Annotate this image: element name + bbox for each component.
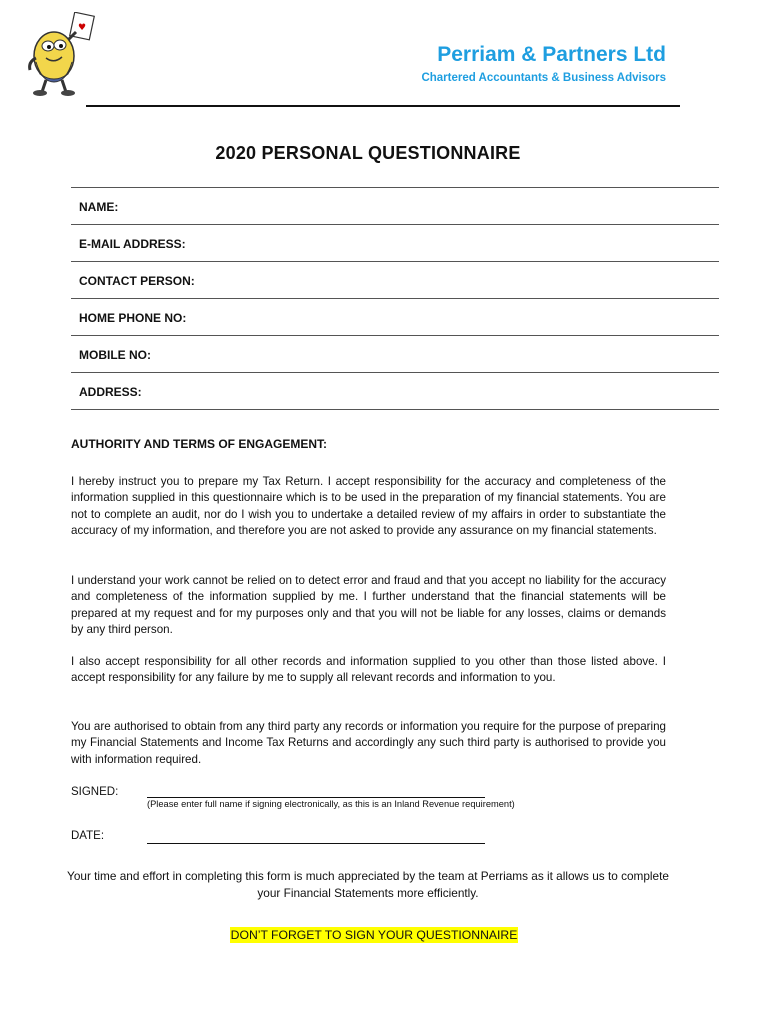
name-field-label: NAME: — [79, 200, 119, 214]
company-name: Perriam & Partners Ltd — [437, 43, 666, 66]
signature-line[interactable] — [147, 797, 485, 798]
email-field[interactable] — [71, 224, 719, 261]
svg-text:♥: ♥ — [78, 23, 87, 33]
address-field-label: ADDRESS: — [79, 385, 142, 399]
contact-person-field[interactable] — [71, 261, 719, 298]
header-divider — [86, 105, 680, 107]
name-field[interactable] — [71, 187, 719, 224]
authority-paragraph: I also accept responsibility for all other records and information supplied to you other than those listed above. I accept responsibility for any failure by me to supply all relevant records and information to you. — [71, 655, 666, 685]
sign-reminder-text: DON’T FORGET TO SIGN YOUR QUESTIONNAIRE — [230, 928, 518, 942]
contact-person-field-label: CONTACT PERSON: — [79, 274, 195, 288]
authority-paragraph: I hereby instruct you to prepare my Tax Return. I accept responsibility for the accuracy and completeness of the information supplied in this questionnaire which is to be used in the preparation of my financial statements. You are not to complete an audit, nor do I wish you to undertake a detailed review of my affairs in order to substantiate the accuracy of my information, and therefore you are not asked to provide any assurance on my financial statements. — [71, 475, 666, 538]
page-title: 2020 PERSONAL QUESTIONNAIRE — [215, 143, 521, 163]
company-header — [421, 42, 666, 84]
thanks-message: Your time and effort in completing this form is much appreciated by the team at Perriams as it allows us to complete your Financial Statements more efficiently. — [67, 869, 669, 900]
date-label: DATE: — [71, 830, 105, 842]
mobile-field[interactable] — [71, 335, 719, 372]
company-tagline: Chartered Accountants & Business Advisors — [421, 72, 666, 84]
personal-details-fields — [71, 187, 719, 410]
home-phone-field-label: HOME PHONE NO: — [79, 311, 187, 325]
address-field[interactable] — [71, 372, 719, 410]
authority-paragraph: You are authorised to obtain from any third party any records or information you require for the purpose of preparing my Financial Statements and Income Tax Returns and accordingly any such third party is authorised to provide you with information required. — [71, 720, 666, 766]
home-phone-field[interactable] — [71, 298, 719, 335]
signed-label: SIGNED: — [71, 786, 119, 798]
email-field-label: E-MAIL ADDRESS: — [79, 237, 186, 251]
authority-paragraph: I understand your work cannot be relied on to detect error and fraud and that you accept no liability for the accuracy and completeness of the information supplied by me. I further understand that the financial statements will be prepared at my request and for my purposes only and that you will not be liable for any losses, claims or demands by any third person. — [71, 574, 666, 637]
mobile-field-label: MOBILE NO: — [79, 348, 151, 362]
signature-note: (Please enter full name if signing electronically, as this is an Inland Revenue requirement) — [147, 799, 515, 809]
sign-reminder — [0, 926, 748, 944]
cartoon-mascot-holding-paper-icon — [22, 12, 104, 98]
authority-heading: AUTHORITY AND TERMS OF ENGAGEMENT: — [71, 437, 328, 451]
date-line[interactable] — [147, 843, 485, 844]
